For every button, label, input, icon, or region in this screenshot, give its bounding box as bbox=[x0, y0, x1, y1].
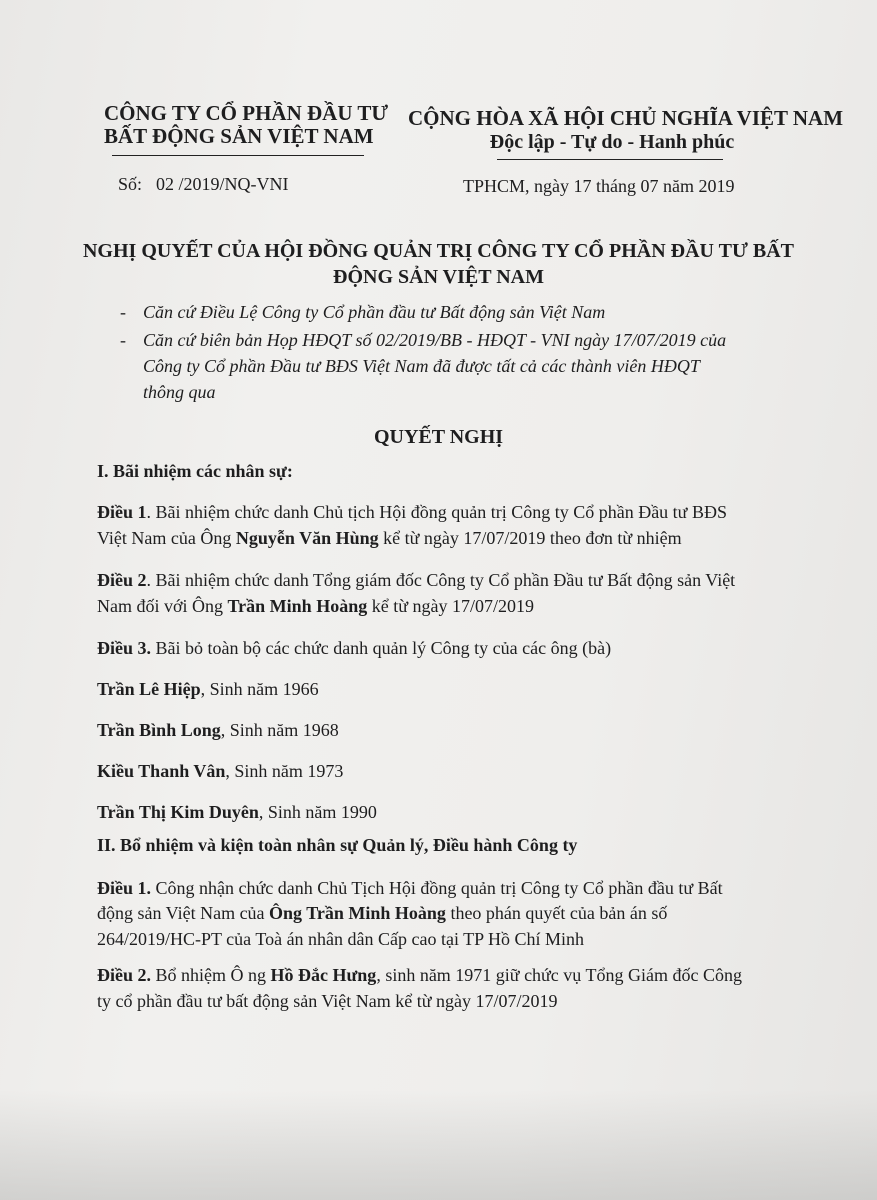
article-text: . Bãi nhiệm chức danh Tổng giám đốc Công ty Cổ phần Đầu tư Bất động sản Việt bbox=[146, 570, 736, 590]
section-1-article-1-line2 bbox=[97, 527, 682, 549]
person-birth: , Sinh năm 1966 bbox=[200, 679, 319, 699]
section-1-article-2-line2 bbox=[97, 595, 534, 617]
person-birth: , Sinh năm 1990 bbox=[258, 802, 377, 822]
resolution-heading: QUYẾT NGHỊ bbox=[373, 426, 504, 448]
basis-bullet-1: - bbox=[120, 302, 126, 322]
basis-item-2-line2: Công ty Cổ phần Đầu tư BĐS Việt Nam đã được tất cả các thành viên HĐQT bbox=[143, 356, 700, 376]
section-2-article-1-line1 bbox=[97, 877, 723, 899]
section-2-article-1-line2 bbox=[97, 902, 667, 924]
person-name: Nguyễn Văn Hùng bbox=[235, 528, 379, 548]
article-text: động sản Việt Nam của bbox=[97, 903, 270, 923]
article-label: Điều 1 bbox=[97, 502, 147, 522]
resolution-title-line1: NGHỊ QUYẾT CỦA HỘI ĐỒNG QUẢN TRỊ CÔNG TY CỔ PHẦN ĐẦU TƯ BẤT bbox=[82, 240, 794, 262]
national-motto: Độc lập - Tự do - Hanh phúc bbox=[489, 131, 735, 153]
article-label: Điều 2 bbox=[97, 570, 147, 590]
article-text: Việt Nam của Ông bbox=[97, 528, 236, 548]
person-name: Trần Lê Hiệp bbox=[97, 679, 201, 699]
section-1-heading: I. Bãi nhiệm các nhân sự: bbox=[97, 461, 293, 481]
person-entry bbox=[97, 678, 319, 700]
person-entry bbox=[97, 719, 339, 741]
place-and-date: TPHCM, ngày 17 tháng 07 năm 2019 bbox=[463, 176, 735, 196]
person-name: Trần Thị Kim Duyên bbox=[97, 802, 259, 822]
company-underline bbox=[112, 155, 364, 156]
person-birth: , Sinh năm 1968 bbox=[220, 720, 339, 740]
section-2-article-1-line3: 264/2019/HC-PT của Toà án nhân dân Cấp cao tại TP Hồ Chí Minh bbox=[97, 929, 585, 949]
article-text: . Bãi nhiệm chức danh Chủ tịch Hội đồng quản trị Công ty Cổ phần Đầu tư BĐS bbox=[146, 502, 727, 522]
basis-bullet-2: - bbox=[120, 330, 126, 350]
person-name: Trần Minh Hoàng bbox=[227, 596, 368, 616]
person-entry bbox=[97, 801, 377, 823]
document-number-label: Số: bbox=[118, 174, 143, 194]
section-2-heading: II. Bổ nhiệm và kiện toàn nhân sự Quản lý, Điều hành Công ty bbox=[97, 835, 578, 855]
person-name: Hồ Đắc Hưng bbox=[270, 965, 377, 985]
section-2-article-2-line1 bbox=[97, 964, 742, 986]
section-1-article-1-line1 bbox=[97, 501, 727, 523]
document-number-value: 02 /2019/NQ-VNI bbox=[156, 174, 289, 194]
section-2-article-2-line2: ty cổ phần đầu tư bất động sản Việt Nam kể từ ngày 17/07/2019 bbox=[97, 991, 558, 1011]
basis-item-1: Căn cứ Điều Lệ Công ty Cổ phần đầu tư Bất động sản Việt Nam bbox=[143, 302, 606, 322]
article-label: Điều 1. bbox=[97, 878, 151, 898]
motto-underline bbox=[497, 159, 723, 160]
article-text: Bãi bỏ toàn bộ các chức danh quản lý Công ty của các ông (bà) bbox=[151, 638, 612, 658]
article-text: Nam đối với Ông bbox=[97, 596, 228, 616]
article-text: theo phán quyết của bản án số bbox=[445, 903, 668, 923]
national-title: CỘNG HÒA XÃ HỘI CHỦ NGHĨA VIỆT NAM bbox=[408, 106, 844, 130]
basis-item-2-line3: thông qua bbox=[143, 382, 216, 402]
document-number bbox=[118, 173, 289, 195]
article-text: Bổ nhiệm Ô ng bbox=[151, 965, 271, 985]
person-name: Ông Trần Minh Hoàng bbox=[269, 903, 446, 923]
article-text: kể từ ngày 17/07/2019 bbox=[367, 596, 534, 616]
company-name-line1: CÔNG TY CỔ PHẦN ĐẦU TƯ bbox=[104, 101, 389, 125]
section-1-article-2-line1 bbox=[97, 569, 735, 591]
person-entry bbox=[97, 760, 343, 782]
article-text: , sinh năm 1971 giữ chức vụ Tổng Giám đốc Công bbox=[376, 965, 742, 985]
basis-item-2-line1: Căn cứ biên bản Họp HĐQT số 02/2019/BB - HĐQT - VNI ngày 17/07/2019 của bbox=[143, 330, 727, 350]
section-1-article-3 bbox=[97, 637, 611, 659]
resolution-title-line2: ĐỘNG SẢN VIỆT NAM bbox=[333, 266, 544, 288]
article-label: Điều 2. bbox=[97, 965, 151, 985]
person-name: Trần Bình Long bbox=[97, 720, 221, 740]
company-name-line2: BẤT ĐỘNG SẢN VIỆT NAM bbox=[104, 124, 374, 148]
person-name: Kiều Thanh Vân bbox=[97, 761, 226, 781]
article-label: Điều 3. bbox=[97, 638, 151, 658]
article-text: kể từ ngày 17/07/2019 theo đơn từ nhiệm bbox=[378, 528, 682, 548]
person-birth: , Sinh năm 1973 bbox=[225, 761, 344, 781]
article-text: Công nhận chức danh Chủ Tịch Hội đồng quản trị Công ty Cổ phần đầu tư Bất bbox=[151, 878, 723, 898]
